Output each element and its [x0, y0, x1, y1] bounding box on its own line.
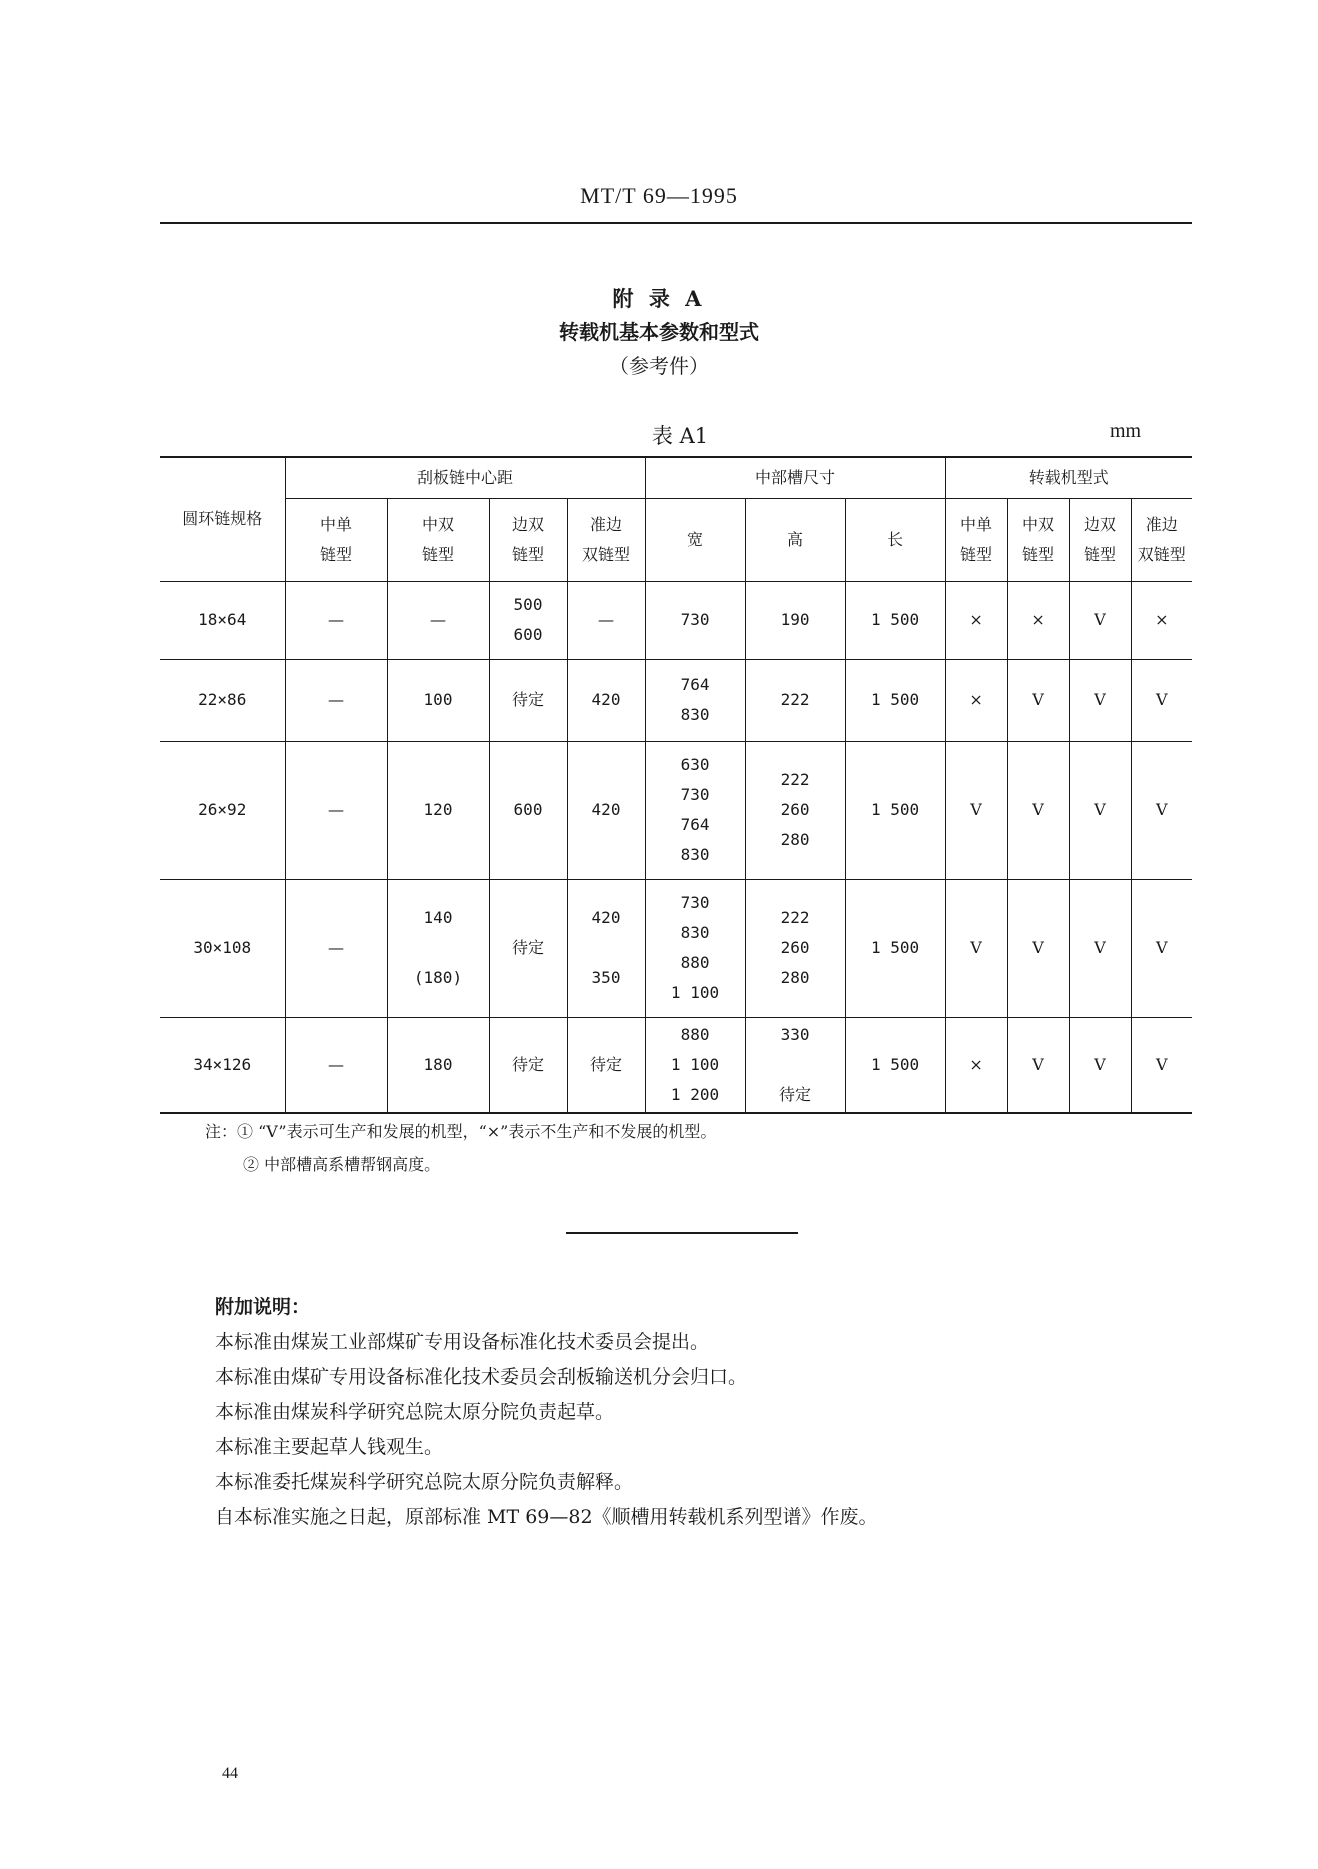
- page-number: 44: [222, 1765, 238, 1782]
- cell-cd-double-side: 待定: [489, 659, 567, 741]
- cell-cd-double-center: —: [387, 581, 489, 659]
- header-mt-double-center: 中双 链型: [1007, 498, 1069, 581]
- cell-cd-single-center: —: [285, 1017, 387, 1113]
- cell-type-double-center: ×: [1007, 581, 1069, 659]
- header-cd-single-center: 中单 链型: [285, 498, 387, 581]
- cell-height: 222 260 280: [745, 879, 845, 1017]
- cell-cd-quasi-side: 420: [567, 741, 645, 879]
- cell-type-single-center: ×: [945, 659, 1007, 741]
- cell-width: 730 830 880 1 100: [645, 879, 745, 1017]
- cell-type-quasi-side: V: [1131, 879, 1192, 1017]
- header-length: 长: [845, 498, 945, 581]
- cell-type-double-side: V: [1069, 659, 1131, 741]
- additional-line: 本标准委托煤炭科学研究总院太原分院负责解释。: [215, 1471, 634, 1493]
- cell-type-double-center: V: [1007, 659, 1069, 741]
- note-2: ② 中部槽高系槽帮钢高度。: [243, 1155, 441, 1174]
- cell-type-double-center: V: [1007, 1017, 1069, 1113]
- cell-cd-single-center: —: [285, 741, 387, 879]
- header-machine-type: 转载机型式: [945, 457, 1192, 498]
- cell-cd-double-side: 500 600: [489, 581, 567, 659]
- header-cd-double-side: 边双 链型: [489, 498, 567, 581]
- standard-code-header: MT/T 69—1995: [580, 183, 738, 208]
- header-chain-spec: 圆环链规格: [160, 457, 285, 581]
- cell-height: 222: [745, 659, 845, 741]
- table-notes: [205, 1115, 716, 1181]
- cell-spec: 26×92: [160, 741, 285, 879]
- table-row: [160, 581, 1192, 659]
- header-rule: [160, 222, 1192, 224]
- cell-width: 880 1 100 1 200: [645, 1017, 745, 1113]
- cell-cd-single-center: —: [285, 581, 387, 659]
- cell-type-single-center: V: [945, 879, 1007, 1017]
- cell-type-double-center: V: [1007, 741, 1069, 879]
- cell-cd-quasi-side: 待定: [567, 1017, 645, 1113]
- cell-cd-quasi-side: 420 350: [567, 879, 645, 1017]
- additional-line: 本标准由煤矿专用设备标准化技术委员会刮板输送机分会归口。: [215, 1366, 748, 1388]
- section-divider: [566, 1232, 798, 1234]
- table-caption: 表 A1: [651, 424, 709, 448]
- table-header-group-row: [160, 457, 1192, 498]
- header-cd-double-center: 中双 链型: [387, 498, 489, 581]
- cell-type-double-side: V: [1069, 1017, 1131, 1113]
- cell-length: 1 500: [845, 659, 945, 741]
- header-width: 宽: [645, 498, 745, 581]
- cell-length: 1 500: [845, 581, 945, 659]
- table-header-sub-row: [160, 498, 1192, 581]
- appendix-subtitle: 转载机基本参数和型式: [559, 320, 759, 344]
- additional-line: 本标准主要起草人钱观生。: [215, 1436, 444, 1458]
- header-center-distance: 刮板链中心距: [285, 457, 645, 498]
- header-trough-size: 中部槽尺寸: [645, 457, 945, 498]
- cell-height: 330 待定: [745, 1017, 845, 1113]
- header-mt-single-center: 中单 链型: [945, 498, 1007, 581]
- cell-type-quasi-side: V: [1131, 1017, 1192, 1113]
- additional-notes: [215, 1290, 878, 1535]
- cell-length: 1 500: [845, 741, 945, 879]
- appendix-title: 附 录 A: [612, 286, 706, 311]
- cell-height: 222 260 280: [745, 741, 845, 879]
- cell-cd-single-center: —: [285, 879, 387, 1017]
- cell-cd-double-center: 120: [387, 741, 489, 879]
- cell-cd-quasi-side: 420: [567, 659, 645, 741]
- cell-cd-double-center: 140 (180): [387, 879, 489, 1017]
- table-row: [160, 879, 1192, 1017]
- cell-type-single-center: ×: [945, 1017, 1007, 1113]
- cell-cd-double-center: 180: [387, 1017, 489, 1113]
- table-row: [160, 1017, 1192, 1113]
- cell-type-double-side: V: [1069, 879, 1131, 1017]
- header-mt-quasi-side: 准边 双链型: [1131, 498, 1192, 581]
- cell-spec: 30×108: [160, 879, 285, 1017]
- header-cd-quasi-side: 准边 双链型: [567, 498, 645, 581]
- parameters-table: [160, 456, 1192, 1114]
- additional-line: 自本标准实施之日起，原部标准 MT 69—82《顺槽用转载机系列型谱》作废。: [215, 1506, 878, 1528]
- appendix-reference: （参考件）: [609, 354, 709, 378]
- cell-cd-double-center: 100: [387, 659, 489, 741]
- cell-type-double-side: V: [1069, 741, 1131, 879]
- cell-width: 630 730 764 830: [645, 741, 745, 879]
- table-row: [160, 741, 1192, 879]
- cell-spec: 18×64: [160, 581, 285, 659]
- cell-height: 190: [745, 581, 845, 659]
- cell-type-single-center: V: [945, 741, 1007, 879]
- cell-type-single-center: ×: [945, 581, 1007, 659]
- note-1: 注：① “V”表示可生产和发展的机型，“×”表示不生产和不发展的机型。: [205, 1122, 717, 1141]
- header-height: 高: [745, 498, 845, 581]
- cell-length: 1 500: [845, 1017, 945, 1113]
- additional-line: 本标准由煤炭工业部煤矿专用设备标准化技术委员会提出。: [215, 1331, 710, 1353]
- cell-type-double-center: V: [1007, 879, 1069, 1017]
- cell-type-quasi-side: ×: [1131, 581, 1192, 659]
- additional-notes-title: 附加说明：: [215, 1296, 311, 1318]
- table-row: [160, 659, 1192, 741]
- cell-cd-double-side: 600: [489, 741, 567, 879]
- cell-cd-quasi-side: —: [567, 581, 645, 659]
- additional-line: 本标准由煤炭科学研究总院太原分院负责起草。: [215, 1401, 615, 1423]
- cell-width: 730: [645, 581, 745, 659]
- cell-length: 1 500: [845, 879, 945, 1017]
- cell-type-quasi-side: V: [1131, 741, 1192, 879]
- table-unit: mm: [1110, 420, 1142, 442]
- cell-spec: 22×86: [160, 659, 285, 741]
- header-mt-double-side: 边双 链型: [1069, 498, 1131, 581]
- cell-type-quasi-side: V: [1131, 659, 1192, 741]
- cell-spec: 34×126: [160, 1017, 285, 1113]
- cell-cd-single-center: —: [285, 659, 387, 741]
- cell-cd-double-side: 待定: [489, 1017, 567, 1113]
- cell-cd-double-side: 待定: [489, 879, 567, 1017]
- cell-width: 764 830: [645, 659, 745, 741]
- cell-type-double-side: V: [1069, 581, 1131, 659]
